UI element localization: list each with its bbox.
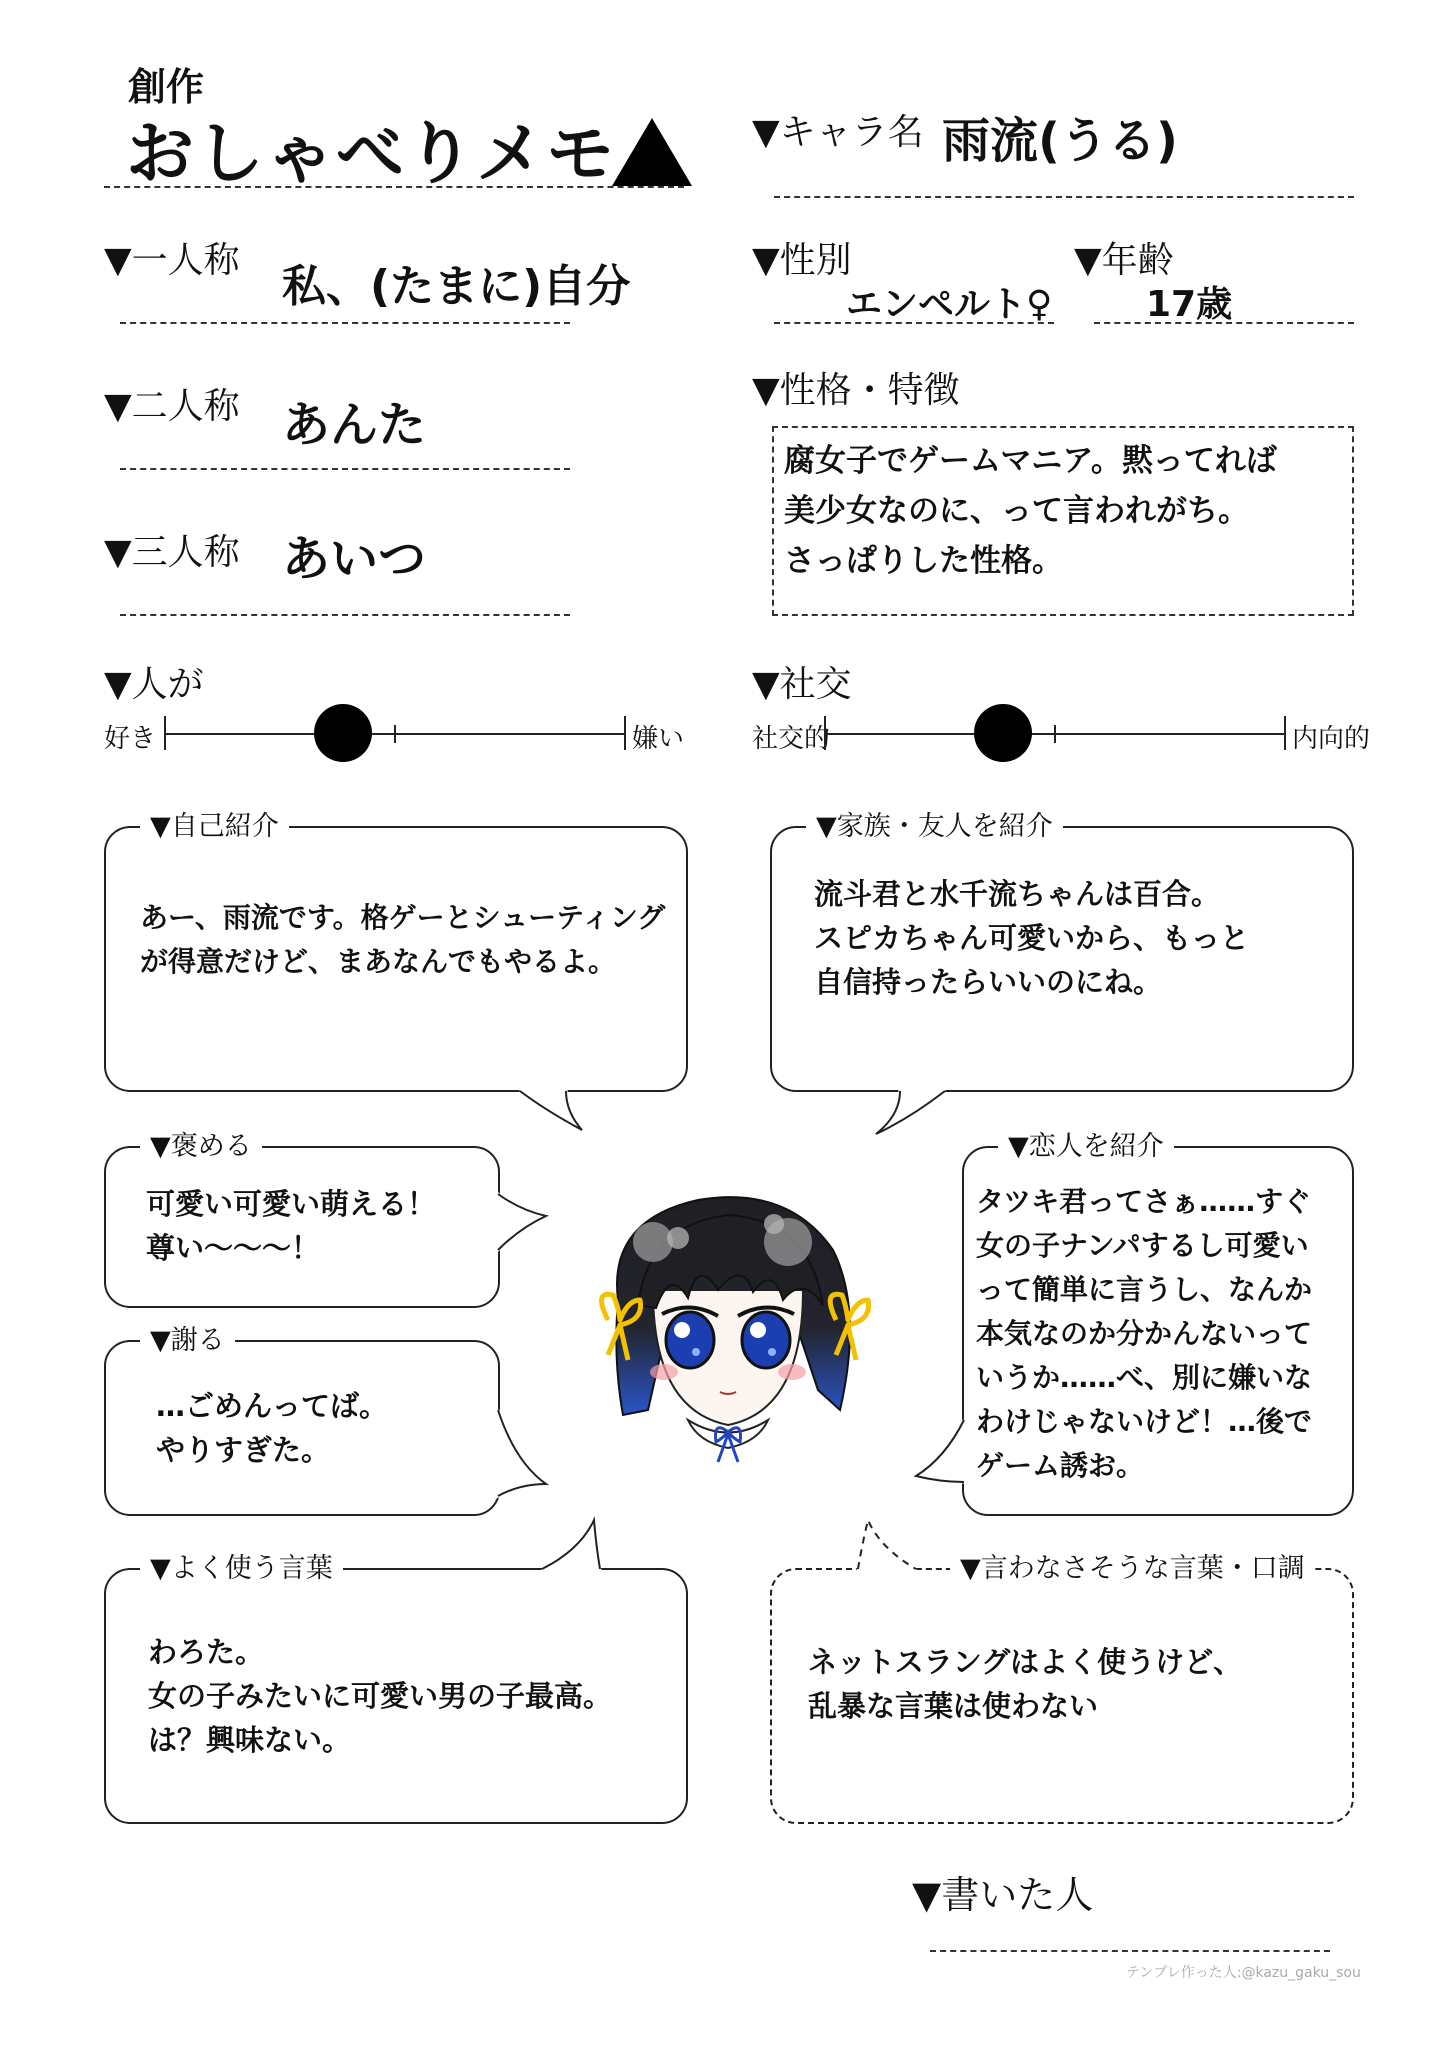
social-scale-marker — [974, 704, 1032, 762]
age-line — [1094, 322, 1354, 324]
character-portrait — [578, 1180, 878, 1470]
character-name-value: 雨流(うる) — [942, 113, 1178, 169]
lover-text: タツキ君ってさぁ……すぐ 女の子ナンパするし可愛い って簡単に言うし、なんか 本気なのか分かんないって いうか……べ、別に嫌いな わけじゃないけど！…後で ゲーム誘お。 — [976, 1185, 1313, 1482]
common-words-text: わろた。 女の子みたいに可愛い男の子最高。 は？興味ない。 — [148, 1635, 613, 1757]
second-person-line — [120, 468, 570, 470]
gender-label: ▼性別 — [752, 240, 852, 281]
apologize-text: …ごめんってば。 やりすぎた。 — [156, 1389, 389, 1467]
self-intro-text: あー、雨流です。格ゲーとシューティング が得意だけど、まあなんでもやるよ。 — [140, 901, 666, 978]
third-person-label: ▼三人称 — [104, 532, 240, 573]
people-scale-label: ▼人が — [104, 664, 204, 705]
character-name-label: ▼キャラ名 — [752, 112, 924, 153]
second-person-value: あんた — [282, 397, 427, 453]
third-person-value: あいつ — [282, 531, 427, 587]
unlikely-words-text: ネットスラングはよく使うけど、 乱暴な言葉は使わない — [808, 1645, 1243, 1723]
gender-line — [774, 322, 1054, 324]
first-person-line — [120, 322, 570, 324]
people-scale-mid — [394, 725, 396, 743]
gender-value: エンペルト♀ — [846, 284, 1053, 325]
unlikely-words-title: ▼言わなさそうな言葉・口調 — [950, 1552, 1315, 1586]
social-scale-left: 社交的 — [752, 724, 831, 754]
self-intro-title: ▼自己紹介 — [140, 810, 289, 844]
character-name-line — [774, 196, 1354, 198]
people-scale-left: 好き — [104, 724, 157, 754]
personality-text: 腐女子でゲームマニア。黙ってれば 美少女なのに、って言われがち。 さっぱりした性格。 — [784, 443, 1277, 579]
people-scale-right: 嫌い — [632, 724, 685, 754]
title-triangle-icon — [612, 118, 692, 186]
age-value: 17歳 — [1146, 284, 1233, 325]
author-line — [930, 1950, 1330, 1952]
unlikely-words-bubble-tail — [0, 0, 1, 1]
social-scale-right: 内向的 — [1292, 724, 1371, 754]
praise-text: 可愛い可愛い萌える！ 尊い〜〜〜！ — [146, 1187, 437, 1265]
first-person-value: 私、(たまに)自分 — [282, 261, 631, 312]
people-scale-right-cap — [624, 716, 626, 750]
page-subtitle: 創作 — [128, 65, 205, 109]
social-scale-mid — [1054, 725, 1056, 743]
page-title: おしゃべりメモ — [126, 115, 617, 194]
praise-title: ▼褒める — [140, 1130, 262, 1164]
people-scale-marker — [314, 704, 372, 762]
social-scale-right-cap — [1284, 716, 1286, 750]
common-words-title: ▼よく使う言葉 — [140, 1552, 343, 1586]
lover-title: ▼恋人を紹介 — [998, 1130, 1174, 1164]
author-label: ▼書いた人 — [912, 1873, 1094, 1917]
apologize-title: ▼謝る — [140, 1324, 235, 1358]
personality-label: ▼性格・特徴 — [752, 370, 960, 411]
first-person-label: ▼一人称 — [104, 240, 240, 281]
social-scale-label: ▼社交 — [752, 664, 852, 705]
family-friends-title: ▼家族・友人を紹介 — [806, 810, 1063, 844]
age-label: ▼年齢 — [1074, 240, 1174, 281]
second-person-label: ▼二人称 — [104, 386, 240, 427]
template-credit: テンプレ作った人:@kazu_gaku_sou — [1126, 1965, 1361, 1981]
family-friends-text: 流斗君と水千流ちゃんは百合。 スピカちゃん可愛いから、もっと 自信持ったらいいのにね。 — [814, 877, 1250, 999]
title-underline — [104, 186, 684, 188]
third-person-line — [120, 614, 570, 616]
